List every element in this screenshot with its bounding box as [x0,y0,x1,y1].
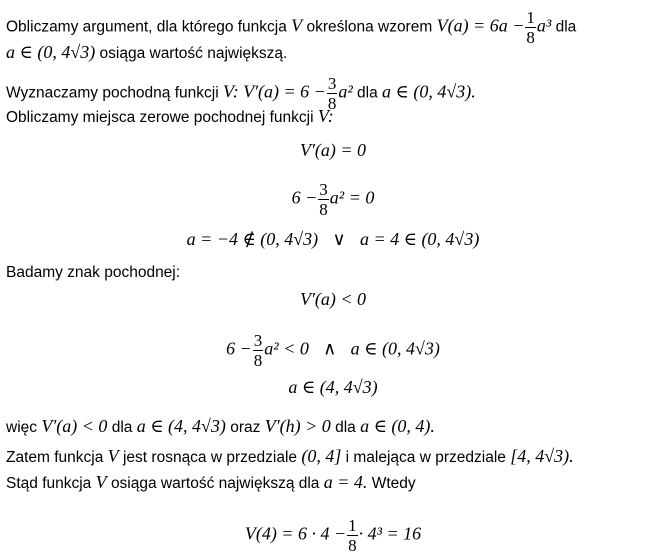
derivative-text: Wyznaczamy pochodną funkcji [6,84,219,102]
intro-line [6,9,576,46]
fraction-one-eighth: $\frac{1}{8}$ [348,516,357,555]
volume-formula-rhs: a³ [536,15,552,36]
function-name: V: [222,81,239,102]
intro-text-3: dla [555,18,577,36]
and-symbol: ∧ [323,338,337,359]
conclusion-line-2: Zatem funkcja V jest rosnąca w przedziale (0, 4] i malejąca w przedziale [4, 4√3). [6,446,574,466]
function-name: V: [317,106,334,126]
equation-derivative-zero: V′(a) = 0 [299,140,367,160]
zeros-text: Obliczamy miejsca zerowe pochodnej funkcji [6,109,314,126]
derivative-text-2: dla [357,84,378,102]
fraction-three-eighths: $\frac{3}{8}$ [319,180,328,219]
conclusion-line-1: więc V′(a) < 0 dla a ∈ (4, 4√3) oraz V′(h) > 0 dla a ∈ (0, 4). [6,416,435,436]
zeros-line [6,106,334,128]
fraction-three-eighths: $\frac{3}{8}$ [253,331,263,370]
derivative-rhs: a² [338,81,353,102]
conclusion-line-3: Stąd funkcja V osiąga wartość największą dla a = 4. Wtedy [6,472,416,492]
domain-interval: a ∈ (0, 4√3) [6,42,96,62]
volume-formula-lhs: V(a) = 6a − [436,15,525,36]
domain-text: osiąga wartość największą. [99,45,288,62]
sign-line [6,263,180,283]
or-symbol: ∨ [332,229,346,249]
function-name: V [291,15,303,36]
inequality-solution: a ∈ (4, 4√3) [288,377,378,397]
final-value-equation: V(4) = 6 · 4 − $\frac{1}{8}$ · 4³ = 16 [244,516,422,555]
sign-text: Badamy znak pochodnej: [6,264,181,281]
intro-text-2: określona wzorem [306,18,433,36]
derivative-domain: a ∈ (0, 4√3). [382,81,476,102]
intro-text: Obliczamy argument, dla którego funkcja [6,18,287,36]
root-accepted: a = 4 ∈ (0, 4√3) [359,229,480,249]
fraction-three-eighths: $\frac{3}{8}$ [327,74,337,113]
inequality-system: 6 − $\frac{3}{8}$ a² < 0 ∧ a ∈ (0, 4√3) [226,331,440,370]
equation-roots [0,229,666,251]
equation-solve: 6 − $\frac{3}{8}$ a² = 0 [291,180,375,219]
inequality-derivative: V′(a) < 0 [299,289,367,309]
derivative-lhs: V′(a) = 6 − [243,81,326,102]
fraction-one-eighth: $\frac{1}{8}$ [526,8,535,47]
domain-line [6,42,287,64]
root-rejected: a = −4 ∉ (0, 4√3) [186,229,319,249]
